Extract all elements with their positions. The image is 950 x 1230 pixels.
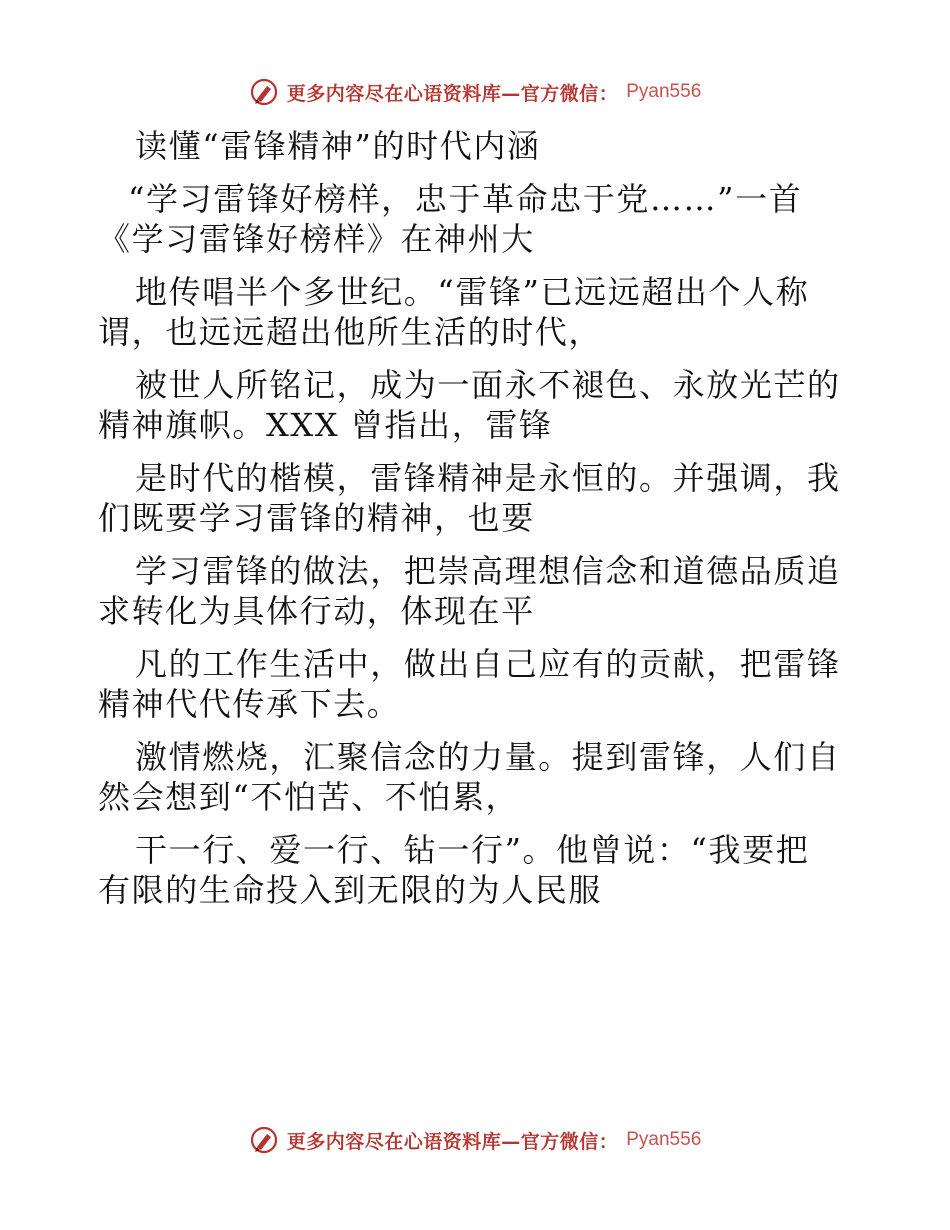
text-line: “学习雷锋好榜样，忠于革命忠于党……”一首 <box>128 180 803 218</box>
text-line: 求转化为具体行动，体现在平 <box>98 592 535 630</box>
text-line: 们既要学习雷锋的精神，也要 <box>98 499 535 537</box>
footer-watermark <box>0 1120 950 1160</box>
text-line: 然会想到“不怕苦、不怕累， <box>98 778 520 816</box>
text-line: 有限的生命投入到无限的为人民服 <box>98 871 603 909</box>
text-line: 《学习雷锋好榜样》在神州大 <box>98 220 535 258</box>
header-watermark <box>0 72 950 112</box>
document-title: 读懂“雷锋精神”的时代内涵 <box>135 127 541 165</box>
text-line: 地传唱半个多世纪。“雷锋”已远远超出个人称 <box>135 273 810 311</box>
text-line: 被世人所铭记，成为一面永不褪色、永放光芒的 <box>135 366 841 404</box>
watermark-text: 更多内容尽在心语资料库—官方微信： <box>286 82 619 105</box>
watermark-wechat-id: Pyan556 <box>626 1129 702 1150</box>
text-line: 凡的工作生活中，做出自己应有的贡献，把雷锋 <box>135 645 841 683</box>
text-line: 激情燃烧，汇聚信念的力量。提到雷锋，人们自 <box>135 738 841 776</box>
text-line: 学习雷锋的做法，把崇高理想信念和道德品质追 <box>135 552 841 590</box>
text-line: 精神旗帜。XXX 曾指出，雷锋 <box>98 406 553 444</box>
pen-logo-icon <box>249 1125 279 1155</box>
pen-logo-icon <box>249 77 279 107</box>
text-line: 干一行、爱一行、钻一行”。他曾说：“我要把 <box>135 831 810 869</box>
watermark-wechat-id: Pyan556 <box>626 81 702 102</box>
text-line: 精神代代传承下去。 <box>98 685 401 723</box>
text-line: 是时代的楷模，雷锋精神是永恒的。并强调，我 <box>135 459 841 497</box>
document-body <box>98 126 858 910</box>
text-line: 谓，也远远超出他所生活的时代， <box>98 313 603 351</box>
watermark-text: 更多内容尽在心语资料库—官方微信： <box>286 1130 619 1153</box>
